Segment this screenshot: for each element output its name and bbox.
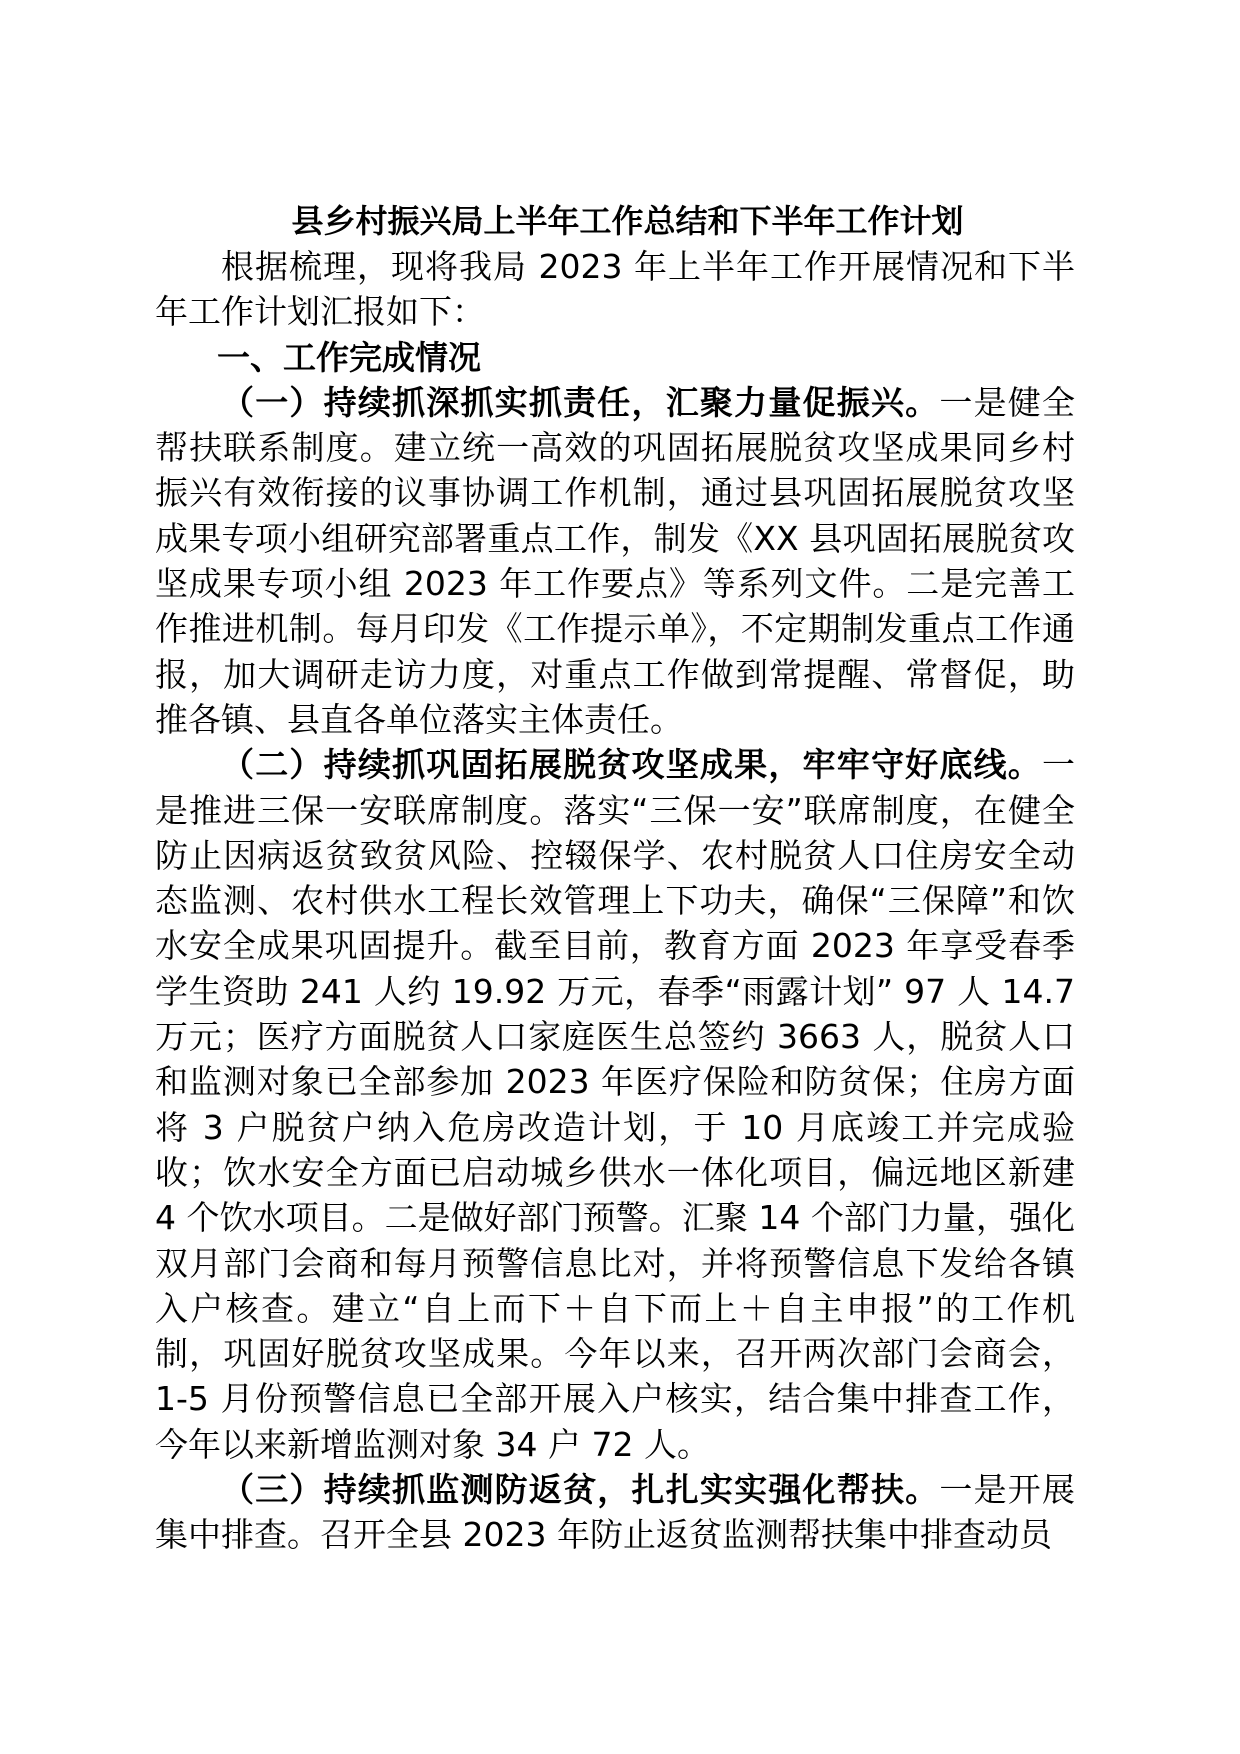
subsection-3-heading: （三）持续抓监测防返贫，扎扎实实强化帮扶。: [221, 1470, 940, 1510]
subsection-1-heading: （一）持续抓深抓实抓责任，汇聚力量促振兴。: [221, 382, 940, 422]
subsection-2-heading: （二）持续抓巩固拓展脱贫攻坚成果，牢牢守好底线。: [221, 745, 1042, 785]
subsection-2-paragraph: [155, 742, 1075, 1467]
document-page: [155, 198, 1075, 1558]
subsection-2-body: 一是推进三保一安联席制度。落实“三保一安”联席制度，在健全防止因病返贫致贫风险、控辍保学、农村脱贫人口住房安全动态监测、农村供水工程长效管理上下功夫，确保“三保障”和饮水安全成果巩固提升。截至目前，教育方面 2023 年享受春季学生资助 241 人约 19.92 万元，春季“雨露计划” 97 人 14.7 万元；医疗方面脱贫人口家庭医生总签约 3663 人，脱贫人口和监测对象已全部参加 2023 年医疗保险和防贫保；住房方面将 3 户脱贫户纳入危房改造计划，于 10 月底竣工并完成验收；饮水安全方面已启动城乡供水一体化项目，偏远地区新建 4 个饮水项目。二是做好部门预警。汇聚 14 个部门力量，强化双月部门会商和每月预警信息比对，并将预警信息下发给各镇入户核查。建立“自上而下＋自下而上＋自主申报”的工作机制，巩固好脱贫攻坚成果。今年以来，召开两次部门会商会，1-5 月份预警信息已全部开展入户核实，结合集中排查工作，今年以来新增监测对象 34 户 72 人。: [155, 745, 1075, 1464]
intro-paragraph: 根据梳理，现将我局 2023 年上半年工作开展情况和下半年工作计划汇报如下：: [155, 247, 1075, 332]
document-title: 县乡村振兴局上半年工作总结和下半年工作计划: [291, 202, 964, 240]
subsection-1-body: 一是健全帮扶联系制度。建立统一高效的巩固拓展脱贫攻坚成果同乡村振兴有效衔接的议事协调工作机制，通过县巩固拓展脱贫攻坚成果专项小组研究部署重点工作，制发《XX 县巩固拓展脱贫攻坚成果专项小组 2023 年工作要点》等系列文件。二是完善工作推进机制。每月印发《工作提示单》，不定期制发重点工作通报，加大调研走访力度，对重点工作做到常提醒、常督促，助推各镇、县直各单位落实主体责任。: [155, 382, 1076, 739]
subsection-1-paragraph: [155, 380, 1075, 742]
subsection-3-body: 一是开展集中排查。召开全县 2023 年防止返贫监测帮扶集中排查动员: [155, 1470, 1076, 1555]
subsection-3-paragraph: [155, 1467, 1075, 1558]
section-heading: 一、工作完成情况: [217, 337, 481, 377]
